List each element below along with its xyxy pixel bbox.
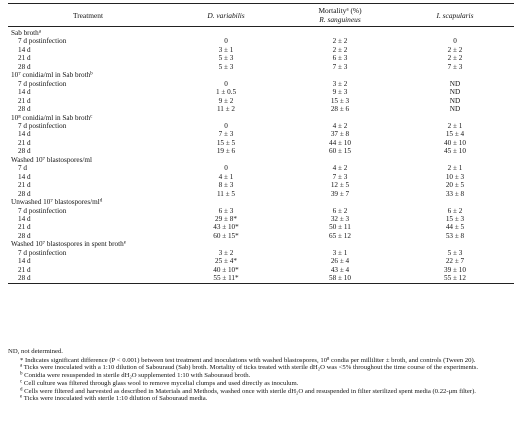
cell-dv: 0 [224, 79, 228, 88]
cell-is: 5 ± 3 [447, 248, 463, 257]
row-day: 21 d [18, 265, 31, 274]
cell-rs: 60 ± 15 [329, 147, 351, 156]
cell-dv: 5 ± 3 [218, 54, 234, 63]
row-day: 14 d [18, 257, 31, 266]
cell-is: 22 ± 7 [445, 257, 465, 266]
cell-dv: 3 ± 2 [218, 248, 234, 257]
group-row [8, 198, 514, 206]
data-table-container [8, 3, 514, 284]
cell-rs: 6 ± 3 [332, 54, 348, 63]
cell-is: 2 ± 1 [447, 164, 463, 173]
row-day: 21 d [18, 54, 31, 63]
cell-rs: 3 ± 2 [332, 79, 348, 88]
row-day: 7 d postinfection [18, 121, 67, 130]
row-day: 28 d [18, 62, 31, 71]
cell-rs: 6 ± 2 [332, 206, 348, 215]
cell-is: 15 ± 4 [445, 130, 465, 139]
table-row [8, 97, 514, 105]
row-day: 21 d [18, 96, 31, 105]
table-row [8, 130, 514, 138]
group-row [8, 156, 514, 164]
row-day: 28 d [18, 231, 31, 240]
row-day: 21 d [18, 223, 31, 232]
row-day: 7 d postinfection [18, 37, 67, 46]
cell-rs: 32 ± 3 [330, 214, 350, 223]
table-row [8, 207, 514, 215]
cell-is: 7 ± 3 [447, 62, 463, 71]
cell-rs: 7 ± 3 [332, 172, 348, 181]
cell-is: 6 ± 2 [447, 206, 463, 215]
cell-dv: 40 ± 10* [213, 265, 239, 274]
row-day: 28 d [18, 147, 31, 156]
cell-rs: 37 ± 8 [330, 130, 350, 139]
footnote-a: $^a$ Ticks were inoculated with a 1:10 dilution of Sabouraud (Sab) broth. Mortality of ticks treated with sterile dH₂O was <5% throughout the time course of the experiments. [20, 363, 478, 372]
cell-dv: 0 [224, 37, 228, 46]
mortality-table [8, 4, 514, 283]
cell-rs: 12 ± 5 [330, 181, 350, 190]
cell-dv: 3 ± 1 [218, 45, 234, 54]
table-row [8, 266, 514, 274]
cell-rs: 4 ± 2 [332, 121, 348, 130]
cell-rs: 44 ± 10 [329, 138, 351, 147]
cell-is: 55 ± 12 [444, 274, 466, 283]
cell-rs: 15 ± 3 [330, 96, 350, 105]
cell-dv: 5 ± 3 [218, 62, 234, 71]
header-species-dv: D. variabilis [207, 10, 245, 20]
cell-is: ND [449, 88, 461, 97]
cell-is: 10 ± 3 [445, 172, 465, 181]
table-row [8, 249, 514, 257]
cell-is: 2 ± 1 [447, 121, 463, 130]
cell-dv: 15 ± 5 [216, 138, 236, 147]
cell-dv: 43 ± 10* [213, 223, 239, 232]
table-row [8, 190, 514, 198]
group-row [8, 114, 514, 122]
footnotes [8, 344, 514, 403]
cell-rs: 65 ± 12 [329, 231, 351, 240]
cell-is: 44 ± 5 [445, 223, 465, 232]
cell-dv: 6 ± 3 [218, 206, 234, 215]
cell-dv: 11 ± 2 [216, 105, 236, 114]
table-row [8, 46, 514, 54]
cell-is: ND [449, 96, 461, 105]
cell-is: ND [449, 105, 461, 114]
table-row [8, 257, 514, 265]
cell-dv: 1 ± 0.5 [215, 88, 237, 97]
row-day: 28 d [18, 105, 31, 114]
cell-dv: 8 ± 3 [218, 181, 234, 190]
row-day: 28 d [18, 274, 31, 283]
header-species-is: I. scapularis [436, 10, 474, 20]
cell-is: 53 ± 8 [445, 231, 465, 240]
table-row [8, 139, 514, 147]
header-row [8, 4, 514, 27]
cell-is: 39 ± 10 [444, 265, 466, 274]
cell-rs: 7 ± 3 [332, 62, 348, 71]
cell-rs: 28 ± 6 [330, 105, 350, 114]
table-row [8, 37, 514, 45]
header-mortality: Mortality$^a$ (%) R. sanguineus [318, 6, 362, 24]
cell-is: 2 ± 2 [447, 54, 463, 63]
cell-dv: 4 ± 1 [218, 172, 234, 181]
table-row [8, 122, 514, 130]
cell-dv: 11 ± 5 [216, 189, 236, 198]
cell-is: 20 ± 5 [445, 181, 465, 190]
group-label: Washed 10⁷ blastospores in spent broth$^e$ [11, 240, 126, 249]
cell-dv: 29 ± 8* [215, 214, 237, 223]
table-row [8, 215, 514, 223]
row-day: 21 d [18, 181, 31, 190]
footnote-e: $^e$ Ticks were inoculated with sterile 1:10 dilution of Sabouraud media. [20, 394, 208, 403]
cell-is: 2 ± 2 [447, 45, 463, 54]
table-row [8, 181, 514, 189]
table-row [8, 164, 514, 172]
row-day: 7 d [18, 164, 27, 173]
group-label: Washed 10⁷ blastospores/ml [11, 155, 92, 164]
row-day: 14 d [18, 172, 31, 181]
table-row [8, 232, 514, 240]
table-row [8, 63, 514, 71]
cell-rs: 4 ± 2 [332, 164, 348, 173]
table-row [8, 80, 514, 88]
bottom-rule [8, 283, 514, 284]
table-row [8, 88, 514, 96]
group-row [8, 29, 514, 37]
group-row [8, 71, 514, 79]
cell-is: ND [449, 79, 461, 88]
header-treatment: Treatment [72, 10, 104, 20]
cell-is: 40 ± 10 [444, 138, 466, 147]
group-label: 10⁸ conidia/ml in Sab broth$^c$ [11, 113, 93, 122]
cell-dv: 0 [224, 164, 228, 173]
group-row [8, 240, 514, 248]
table-row [8, 274, 514, 282]
table-row [8, 54, 514, 62]
table-row [8, 147, 514, 155]
footnote-b: $^b$ Conidia were resuspended in sterile dH₂O supplemented 1:10 with Sabouraud broth. [20, 371, 251, 380]
cell-rs: 39 ± 7 [330, 189, 350, 198]
row-day: 14 d [18, 88, 31, 97]
cell-dv: 0 [224, 121, 228, 130]
cell-dv: 19 ± 6 [216, 147, 236, 156]
row-day: 28 d [18, 189, 31, 198]
cell-dv: 9 ± 2 [218, 96, 234, 105]
cell-is: 45 ± 10 [444, 147, 466, 156]
row-day: 21 d [18, 138, 31, 147]
cell-rs: 3 ± 1 [332, 248, 348, 257]
footnote-c: $^c$ Cell culture was filtered through glass wool to remove mycelial clumps and used directly as inoculum. [20, 379, 299, 387]
table-row [8, 105, 514, 113]
group-label: Sab broth$^a$ [11, 29, 41, 37]
table-body [8, 29, 514, 283]
row-day: 14 d [18, 45, 31, 54]
cell-rs: 9 ± 3 [332, 88, 348, 97]
cell-is: 33 ± 8 [445, 189, 465, 198]
row-day: 7 d postinfection [18, 206, 67, 215]
cell-rs: 43 ± 4 [330, 265, 350, 274]
cell-rs: 50 ± 11 [329, 223, 351, 232]
cell-rs: 58 ± 10 [329, 274, 351, 283]
cell-rs: 2 ± 2 [332, 37, 348, 46]
cell-rs: 2 ± 2 [332, 45, 348, 54]
footnote-star: * Indicates significant difference (P < 0.001) between test treatment and inoculations with washed blastospores, 10⁸ condia per milliliter ± broth, and controls (Tween 20). [20, 356, 476, 364]
row-day: 14 d [18, 130, 31, 139]
row-day: 7 d postinfection [18, 79, 67, 88]
table-row [8, 173, 514, 181]
cell-is: 0 [453, 37, 457, 46]
cell-is: 15 ± 3 [445, 214, 465, 223]
cell-dv: 55 ± 11* [213, 274, 239, 283]
row-day: 7 d postinfection [18, 248, 67, 257]
cell-dv: 60 ± 15* [213, 231, 239, 240]
group-label: Unwashed 10⁷ blastospores/$ml^d$ [11, 198, 103, 207]
table-row [8, 223, 514, 231]
cell-dv: 25 ± 4* [215, 257, 237, 266]
header-species-rs: R. sanguineus [319, 15, 361, 24]
cell-dv: 7 ± 3 [218, 130, 234, 139]
row-day: 14 d [18, 214, 31, 223]
footnote-d: $^d$ Cells were filtered and harvested as described in Materials and Methods, washed once with sterile dH₂O and resuspended in filter sterilized spent media (0.22-μm filter). [20, 387, 476, 395]
cell-rs: 26 ± 4 [330, 257, 350, 266]
group-label: 10⁷ conidia/ml in Sab broth$^b$ [11, 71, 93, 80]
footnote-nd: ND, not determined. [8, 348, 63, 355]
